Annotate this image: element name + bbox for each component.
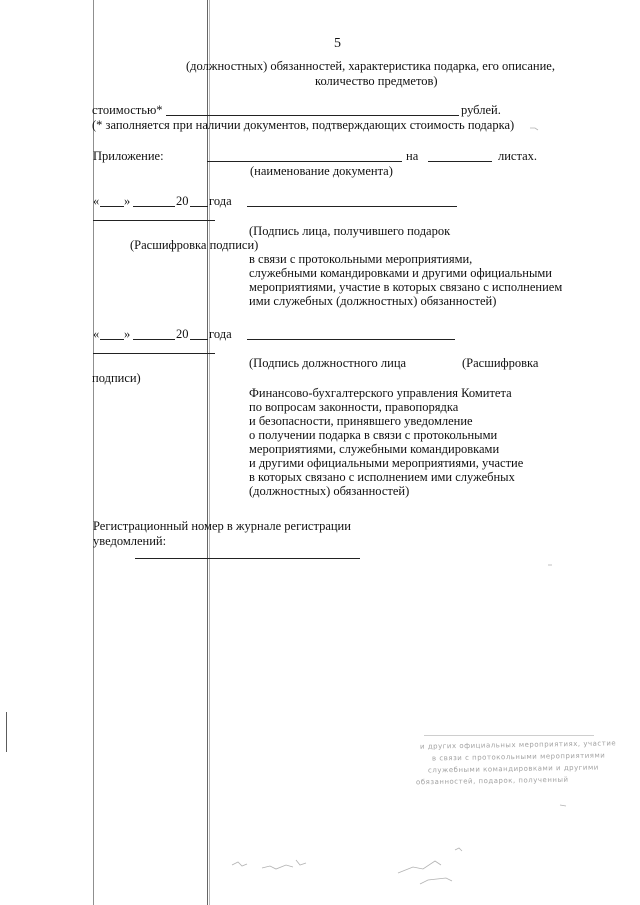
context2-line-2: по вопросам законности, правопорядка (249, 400, 459, 414)
cost-unit: рублей. (461, 103, 501, 117)
signature2-decode: (Расшифровка (462, 356, 539, 370)
date1-day-line (100, 206, 124, 207)
date1-quote-close: » (124, 194, 131, 208)
context2-line-7: в которых связано с исполнением ими служебных (249, 470, 515, 484)
context2-line-6: и другими официальными мероприятиями, участие (249, 456, 524, 470)
bleed-line-1: и других официальных мероприятиях, участие (419, 739, 617, 751)
signature1-decode: (Расшифровка подписи) (130, 238, 259, 252)
date1-month-line (133, 206, 175, 207)
date2-quote-close: » (124, 327, 131, 341)
context1-line-2: служебными командировками и другими официальными (249, 266, 552, 280)
bleed-line-4: обязанностей, подарок, полученный (415, 775, 569, 787)
date1-year-line (190, 206, 208, 207)
scan-line-mid (207, 0, 208, 905)
date2-year-word: года (209, 327, 232, 341)
context1-line-4: ими служебных (должностных) обязанностей) (249, 294, 497, 308)
signature1-caption: (Подпись лица, получившего подарок (249, 224, 451, 238)
date1-underline (93, 220, 215, 221)
date2-year: 20 (176, 327, 189, 341)
date1-year: 20 (176, 194, 189, 208)
bleed-through-block (410, 735, 617, 795)
header-line-2: количество предметов) (315, 74, 438, 88)
margin-mark (6, 712, 7, 752)
context2-line-8: (должностных) обязанностей) (249, 484, 410, 498)
attachment-caption: (наименование документа) (250, 164, 393, 178)
bleed-top-line (424, 735, 594, 736)
attachment-sheets-line (428, 161, 492, 162)
date1-year-word: года (209, 194, 232, 208)
date2-year-line (190, 339, 208, 340)
attachment-label: Приложение: (93, 149, 164, 163)
registration-underline (135, 558, 360, 559)
cost-label: стоимостью* (92, 103, 163, 117)
date1-quote-open: « (93, 194, 100, 208)
context2-line-4: о получении подарка в связи с протокольными (249, 428, 498, 442)
context2-line-3: и безопасности, принявшего уведомление (249, 414, 473, 428)
registration-line-1: Регистрационный номер в журнале регистрации (93, 519, 351, 533)
scan-line-left (93, 0, 94, 905)
page-number: 5 (334, 36, 341, 51)
scan-line-mid-2 (209, 0, 210, 905)
signature2-decode-cont: подписи) (92, 371, 141, 385)
attachment-on: на (406, 149, 419, 163)
header-line-1: (должностных) обязанностей, характеристика подарка, его описание, (186, 59, 555, 73)
signature2-caption: (Подпись должностного лица (249, 356, 407, 370)
attachment-doc-line (207, 161, 402, 162)
cost-underline (166, 115, 459, 116)
bleed-line-2: в связи с протокольными мероприятиями (431, 751, 606, 763)
date2-month-line (133, 339, 175, 340)
context1-line-3: мероприятиями, участие в которых связано с исполнением (249, 280, 563, 294)
signature2-line (247, 339, 455, 340)
context1-line-1: в связи с протокольными мероприятиями, (249, 252, 473, 266)
registration-line-2: уведомлений: (93, 534, 167, 548)
date2-underline (93, 353, 215, 354)
context2-line-1: Финансово-бухгалтерского управления Комитета (249, 386, 512, 400)
context2-line-5: мероприятиями, служебными командировками (249, 442, 500, 456)
bleed-line-3: служебными командировками и другими (427, 763, 599, 775)
date2-day-line (100, 339, 124, 340)
cost-footnote: (* заполняется при наличии документов, подтверждающих стоимость подарка) (92, 118, 515, 132)
date2-quote-open: « (93, 327, 100, 341)
signature1-line (247, 206, 457, 207)
attachment-sheets: листах. (498, 149, 538, 163)
